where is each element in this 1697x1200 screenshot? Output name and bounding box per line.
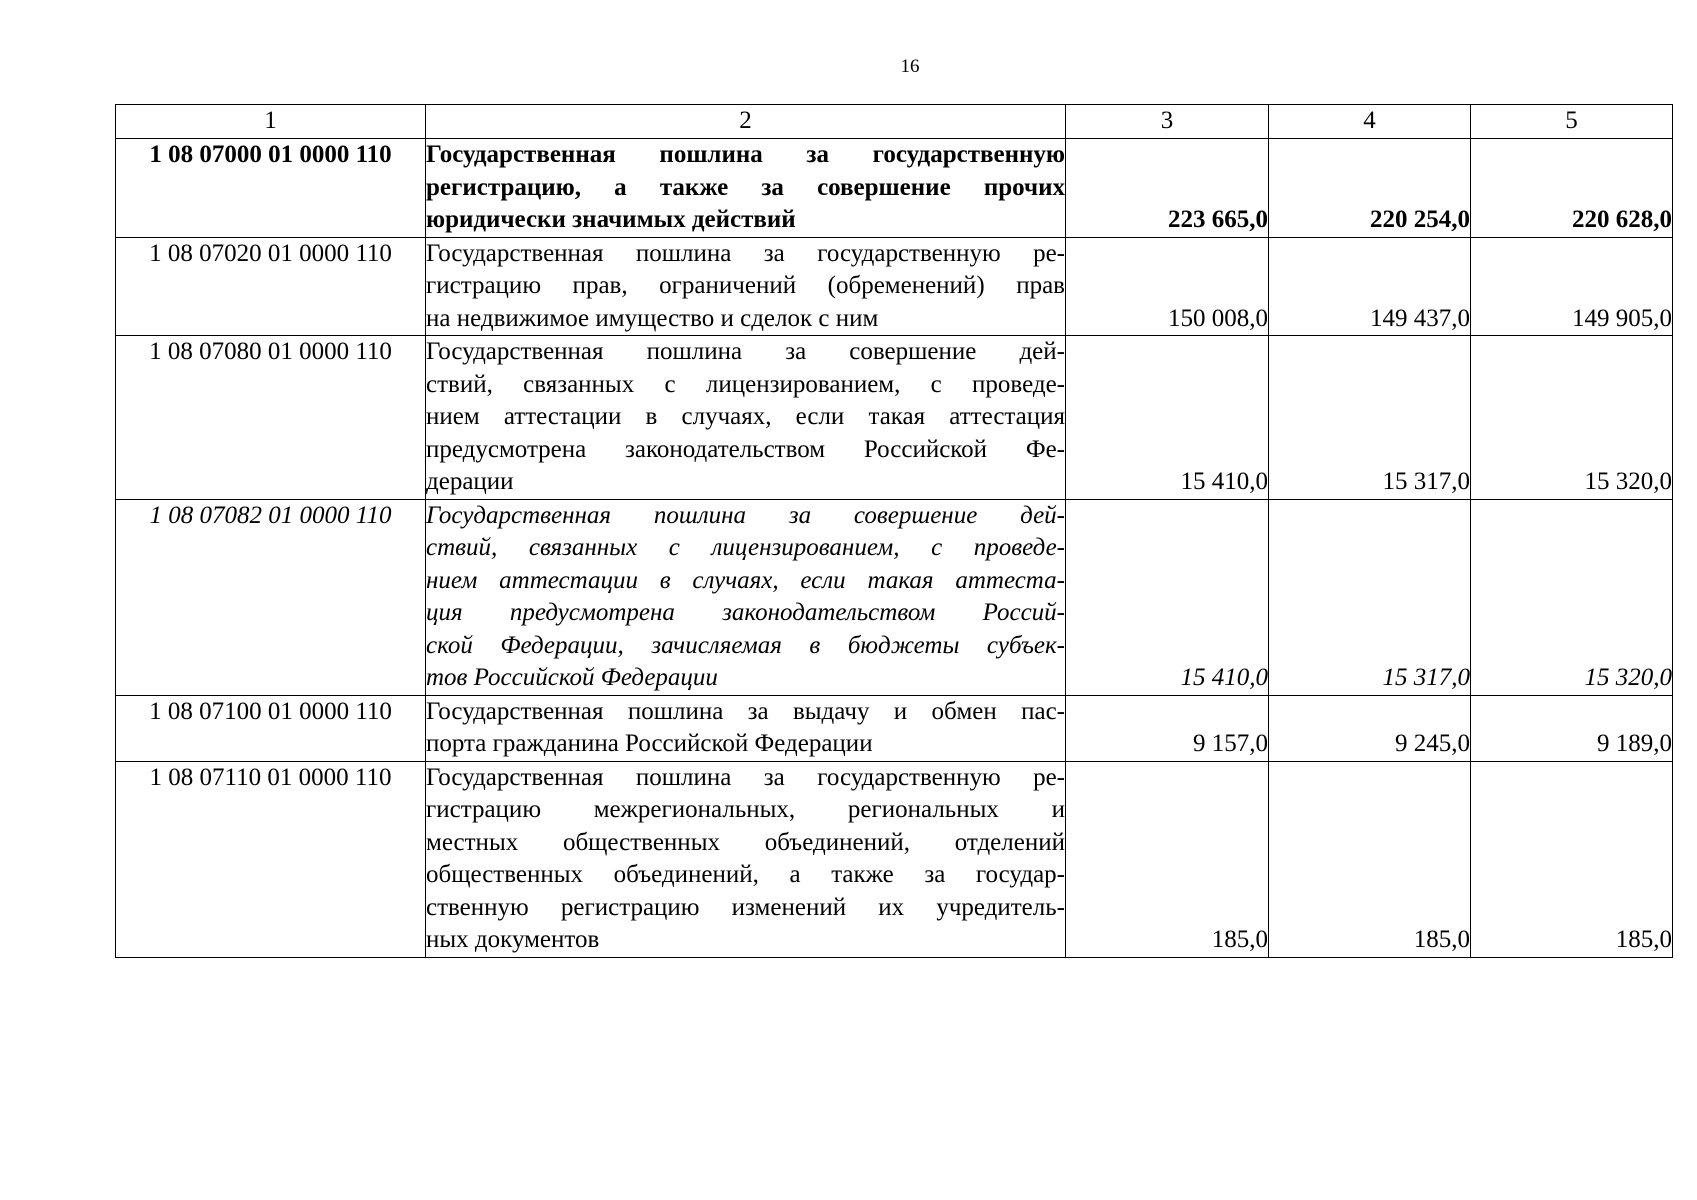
budget-code-cell: 1 08 07000 01 0000 110 xyxy=(116,139,426,238)
column-header: 1 xyxy=(116,105,426,139)
revenue-name-line: на недвижимое имущество и сделок с ним xyxy=(426,304,879,332)
revenue-name-cell xyxy=(426,761,1066,957)
revenue-name-line: ствий, связанных с лицензированием, с проведе- xyxy=(426,370,1065,398)
table-row xyxy=(116,761,1673,957)
revenue-name-line: Государственная пошлина за совершение дей- xyxy=(426,501,1065,529)
table-row xyxy=(116,139,1673,238)
revenue-name-line: Государственная пошлина за выдачу и обмен пас- xyxy=(426,697,1065,725)
revenue-name-line: нием аттестации в случаях, если такая аттестация xyxy=(426,403,1065,430)
table-row xyxy=(116,336,1673,500)
amount-cell-col3: 15 410,0 xyxy=(1066,499,1269,695)
amount-cell-col3: 150 008,0 xyxy=(1066,237,1269,336)
amount-cell-col4: 15 317,0 xyxy=(1269,499,1471,695)
revenue-name-cell xyxy=(426,139,1066,238)
revenue-name-line: Государственная пошлина за государственную xyxy=(426,141,1065,168)
revenue-name-line: тов Российской Федерации xyxy=(426,664,718,691)
table-row xyxy=(116,499,1673,695)
amount-cell-col4: 15 317,0 xyxy=(1269,336,1471,500)
table-header-row xyxy=(116,105,1673,139)
page-number: 16 xyxy=(900,56,920,77)
amount-cell-col5: 220 628,0 xyxy=(1471,139,1673,238)
amount-cell-col3: 15 410,0 xyxy=(1066,336,1269,500)
revenue-name-line: нием аттестации в случаях, если такая аттеста- xyxy=(426,566,1065,594)
revenue-name-line: Государственная пошлина за государственную ре- xyxy=(426,239,1065,267)
revenue-name-line: порта гражданина Российской Федерации xyxy=(426,730,873,757)
revenue-table xyxy=(115,104,1673,958)
revenue-name-line: предусмотрена законодательством Российской Фе- xyxy=(426,435,1065,463)
table-row xyxy=(116,237,1673,336)
amount-cell-col5: 15 320,0 xyxy=(1471,499,1673,695)
revenue-name-line: юридически значимых действий xyxy=(426,206,796,233)
budget-code-cell: 1 08 07100 01 0000 110 xyxy=(116,695,426,761)
column-header: 2 xyxy=(426,105,1066,139)
amount-cell-col4: 9 245,0 xyxy=(1269,695,1471,761)
amount-cell-col5: 149 905,0 xyxy=(1471,237,1673,336)
column-header: 4 xyxy=(1269,105,1471,139)
amount-cell-col5: 185,0 xyxy=(1471,761,1673,957)
revenue-name-line: местных общественных объединений, отделений xyxy=(426,828,1065,856)
revenue-name-line: ствий, связанных с лицензированием, с проведе- xyxy=(426,534,1065,561)
revenue-name-line: общественных объединений, а также за государ- xyxy=(426,861,1065,888)
revenue-name-line: гистрацию межрегиональных, региональных и xyxy=(426,796,1065,823)
budget-code-cell: 1 08 07020 01 0000 110 xyxy=(116,237,426,336)
amount-cell-col4: 149 437,0 xyxy=(1269,237,1471,336)
revenue-name-cell xyxy=(426,695,1066,761)
revenue-name-line: ственную регистрацию изменений их учредитель- xyxy=(426,893,1065,921)
amount-cell-col4: 220 254,0 xyxy=(1269,139,1471,238)
column-header: 5 xyxy=(1471,105,1673,139)
revenue-name-cell xyxy=(426,499,1066,695)
revenue-name-line: ция предусмотрена законодательством Россий- xyxy=(426,599,1065,626)
column-header: 3 xyxy=(1066,105,1269,139)
amount-cell-col5: 9 189,0 xyxy=(1471,695,1673,761)
amount-cell-col3: 9 157,0 xyxy=(1066,695,1269,761)
amount-cell-col3: 223 665,0 xyxy=(1066,139,1269,238)
revenue-name-line: гистрацию прав, ограничений (обременений) прав xyxy=(426,272,1065,299)
revenue-name-line: ных документов xyxy=(426,926,600,953)
amount-cell-col4: 185,0 xyxy=(1269,761,1471,957)
amount-cell-col5: 15 320,0 xyxy=(1471,336,1673,500)
budget-code-cell: 1 08 07082 01 0000 110 xyxy=(116,499,426,695)
revenue-name-line: дерации xyxy=(426,468,514,495)
table-row xyxy=(116,695,1673,761)
budget-code-cell: 1 08 07110 01 0000 110 xyxy=(116,761,426,957)
revenue-name-line: ской Федерации, зачисляемая в бюджеты субъек- xyxy=(426,631,1065,659)
revenue-name-line: Государственная пошлина за совершение дей- xyxy=(426,338,1065,365)
revenue-name-line: регистрацию, а также за совершение прочих xyxy=(426,173,1065,201)
revenue-name-cell xyxy=(426,336,1066,500)
revenue-name-cell xyxy=(426,237,1066,336)
amount-cell-col3: 185,0 xyxy=(1066,761,1269,957)
revenue-name-line: Государственная пошлина за государственную ре- xyxy=(426,763,1065,791)
budget-code-cell: 1 08 07080 01 0000 110 xyxy=(116,336,426,500)
